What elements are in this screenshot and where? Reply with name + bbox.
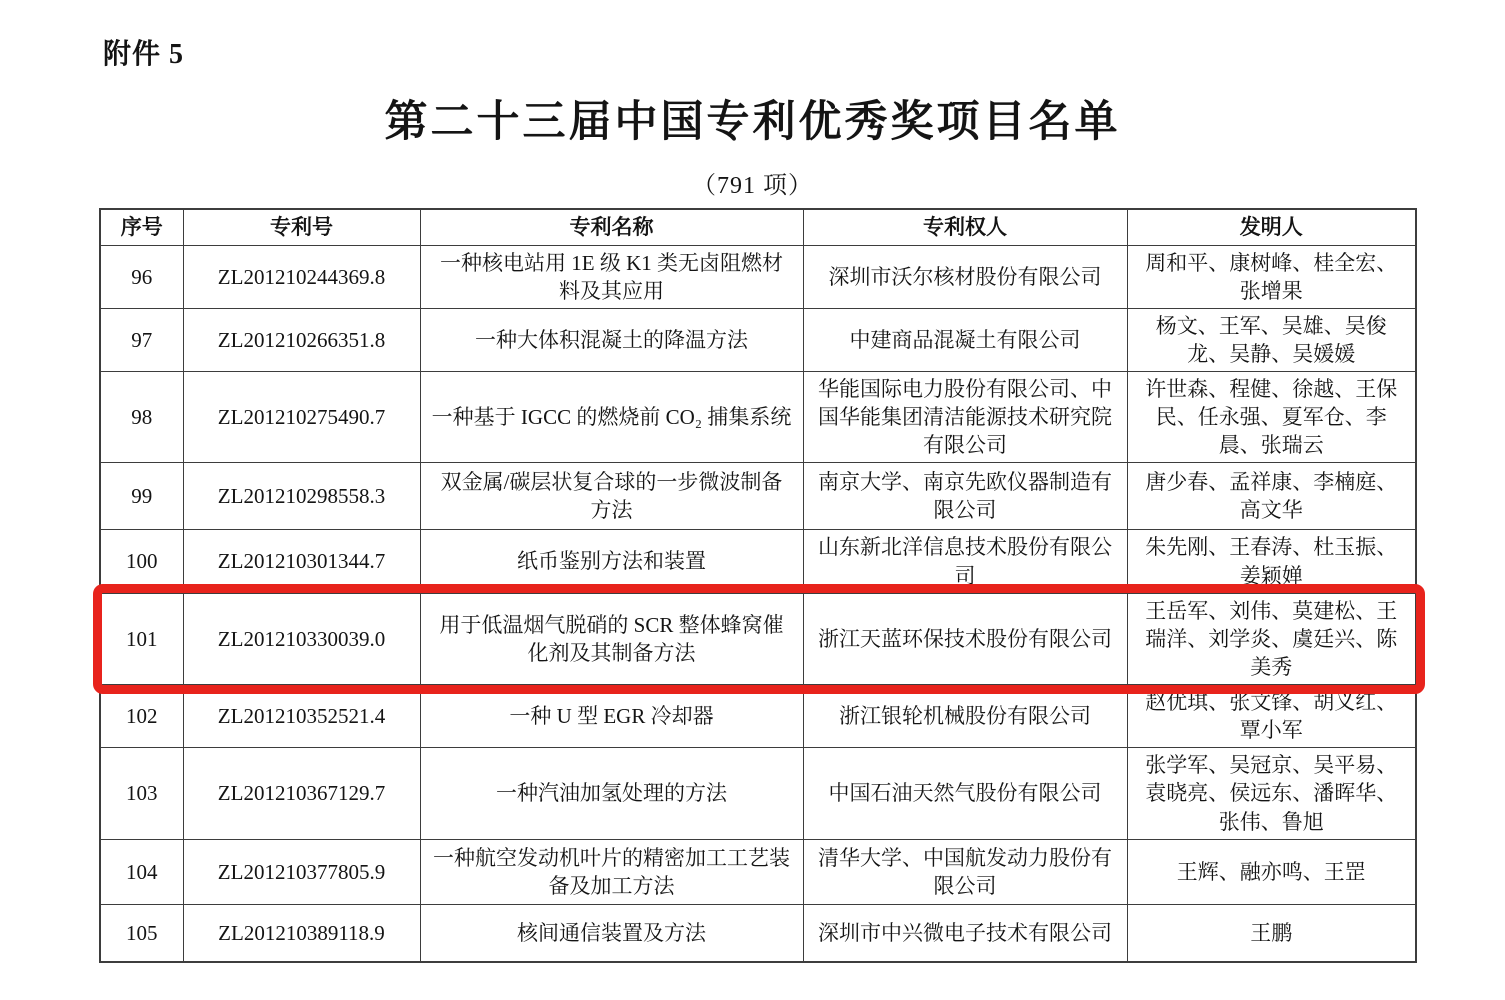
cell-patentee: 山东新北洋信息技术股份有限公司: [803, 530, 1127, 593]
table-row: [100, 372, 1416, 463]
table-row: [100, 904, 1416, 962]
col-header-inventors: 发明人: [1127, 209, 1416, 245]
table-row: [100, 308, 1416, 371]
cell-patent-number: ZL201210389118.9: [183, 904, 420, 962]
cell-patent-name: 一种大体积混凝土的降温方法: [420, 308, 803, 371]
patent-table-wrap: [99, 208, 1415, 963]
cell-index: 97: [100, 308, 183, 371]
table-row: [100, 530, 1416, 593]
cell-inventors: 许世森、程健、徐越、王保民、任永强、夏军仓、李晨、张瑞云: [1127, 372, 1416, 463]
table-row: [100, 245, 1416, 308]
cell-patentee: 浙江银轮机械股份有限公司: [803, 685, 1127, 748]
cell-patent-number: ZL201210244369.8: [183, 245, 420, 308]
table-row: [100, 685, 1416, 748]
cell-patent-name: 用于低温烟气脱硝的 SCR 整体蜂窝催化剂及其制备方法: [420, 593, 803, 684]
table-row: [100, 839, 1416, 904]
cell-patent-number: ZL201210301344.7: [183, 530, 420, 593]
cell-patent-name: 双金属/碳层状复合球的一步微波制备方法: [420, 463, 803, 530]
cell-patentee: 浙江天蓝环保技术股份有限公司: [803, 593, 1127, 684]
table-header-row: [100, 209, 1416, 245]
col-header-patentee: 专利权人: [803, 209, 1127, 245]
cell-patentee: 中建商品混凝土有限公司: [803, 308, 1127, 371]
cell-index: 101: [100, 593, 183, 684]
page-title: 第二十三届中国专利优秀奖项目名单: [384, 99, 1121, 146]
cell-inventors: 唐少春、孟祥康、李楠庭、高文华: [1127, 463, 1416, 530]
cell-index: 99: [100, 463, 183, 530]
cell-patent-number: ZL201210330039.0: [183, 593, 420, 684]
cell-patent-name: 一种 U 型 EGR 冷却器: [420, 685, 803, 748]
cell-patent-number: ZL201210377805.9: [183, 839, 420, 904]
col-header-patent-name: 专利名称: [420, 209, 803, 245]
table-row: [100, 748, 1416, 839]
cell-inventors: 杨文、王军、吴雄、吴俊龙、吴静、吴媛媛: [1127, 308, 1416, 371]
cell-patent-number: ZL201210367129.7: [183, 748, 420, 839]
cell-patentee: 清华大学、中国航发动力股份有限公司: [803, 839, 1127, 904]
cell-inventors: 周和平、康树峰、桂全宏、张增果: [1127, 245, 1416, 308]
cell-index: 102: [100, 685, 183, 748]
cell-patent-name: 一种核电站用 1E 级 K1 类无卤阻燃材料及其应用: [420, 245, 803, 308]
cell-inventors: 张学军、吴冠京、吴平易、袁晓亮、侯远东、潘晖华、张伟、鲁旭: [1127, 748, 1416, 839]
cell-patentee: 深圳市中兴微电子技术有限公司: [803, 904, 1127, 962]
table-row: [100, 463, 1416, 530]
cell-patentee: 南京大学、南京先欧仪器制造有限公司: [803, 463, 1127, 530]
patent-table: [99, 208, 1417, 963]
cell-patent-name: 核间通信装置及方法: [420, 904, 803, 962]
cell-index: 105: [100, 904, 183, 962]
subtitle-item-count: （791 项）: [692, 173, 813, 199]
col-header-patent-number: 专利号: [183, 209, 420, 245]
cell-patent-number: ZL201210352521.4: [183, 685, 420, 748]
cell-index: 100: [100, 530, 183, 593]
cell-patent-name: 纸币鉴别方法和装置: [420, 530, 803, 593]
cell-inventors: 王岳军、刘伟、莫建松、王瑞洋、刘学炎、虞廷兴、陈美秀: [1127, 593, 1416, 684]
attachment-label: 附件 5: [103, 39, 185, 70]
cell-patent-name: 一种基于 IGCC 的燃烧前 CO₂ 捕集系统: [420, 372, 803, 463]
cell-patent-number: ZL201210266351.8: [183, 308, 420, 371]
cell-patent-number: ZL201210275490.7: [183, 372, 420, 463]
cell-inventors: 朱先刚、王春涛、杜玉振、姜颖婵: [1127, 530, 1416, 593]
table-row: [100, 593, 1416, 684]
cell-patentee: 中国石油天然气股份有限公司: [803, 748, 1127, 839]
cell-patent-name: 一种汽油加氢处理的方法: [420, 748, 803, 839]
cell-index: 98: [100, 372, 183, 463]
cell-inventors: 赵优琪、张文锋、胡义红、覃小军: [1127, 685, 1416, 748]
col-header-index: 序号: [100, 209, 183, 245]
cell-patentee: 深圳市沃尔核材股份有限公司: [803, 245, 1127, 308]
cell-inventors: 王鹏: [1127, 904, 1416, 962]
cell-index: 103: [100, 748, 183, 839]
cell-patent-number: ZL201210298558.3: [183, 463, 420, 530]
cell-patent-name: 一种航空发动机叶片的精密加工工艺装备及加工方法: [420, 839, 803, 904]
cell-patentee: 华能国际电力股份有限公司、中国华能集团清洁能源技术研究院有限公司: [803, 372, 1127, 463]
cell-inventors: 王辉、融亦鸣、王罡: [1127, 839, 1416, 904]
cell-index: 104: [100, 839, 183, 904]
cell-index: 96: [100, 245, 183, 308]
